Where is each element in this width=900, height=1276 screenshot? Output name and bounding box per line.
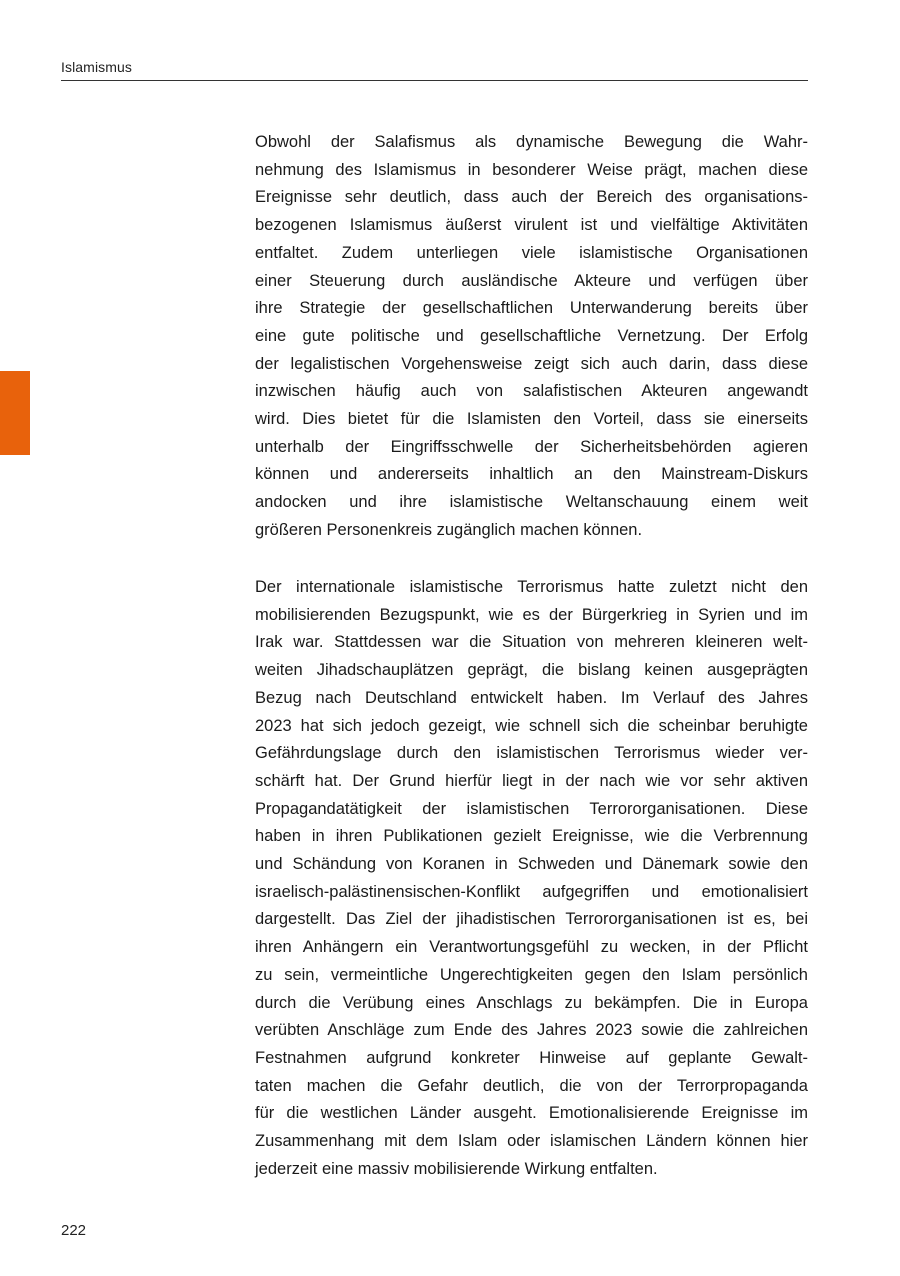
text-line: der legalistischen Vorgehensweise zeigt sich auch darin, dass diese bbox=[255, 354, 808, 373]
text-line: mobilisierenden Bezugspunkt, wie es der Bürgerkrieg in Syrien und im bbox=[255, 605, 808, 624]
text-line: Obwohl der Salafismus als dynamische Bewegung die Wahr- bbox=[255, 133, 808, 151]
text-line: nehmung des Islamismus in besonderer Weise prägt, machen diese bbox=[255, 160, 808, 179]
text-line: taten machen die Gefahr deutlich, die von der Terrorpropaganda bbox=[255, 1076, 808, 1095]
text-line: wird. Dies bietet für die Islamisten den Vorteil, dass sie einerseits bbox=[255, 410, 808, 429]
text-line: haben in ihren Publikationen gezielt Ereignisse, wie die Verbrennung bbox=[255, 827, 808, 846]
text-line: Zusammenhang mit dem Islam oder islamischen Ländern können hier bbox=[255, 1132, 808, 1151]
text-line: weiten Jihadschauplätzen geprägt, die bislang keinen ausgeprägten bbox=[255, 661, 808, 680]
paragraph-1 bbox=[255, 129, 808, 545]
text-line: Propagandatätigkeit der islamistischen Terrororganisationen. Diese bbox=[255, 799, 808, 818]
text-line: ihre Strategie der gesellschaftlichen Unterwanderung bereits über bbox=[255, 299, 808, 318]
text-line: für die westlichen Länder ausgeht. Emotionalisierende Ereignisse im bbox=[255, 1104, 808, 1123]
text-line: andocken und ihre islamistische Weltanschauung einem weit bbox=[255, 493, 808, 512]
text-line: entfaltet. Zudem unterliegen viele islamistische Organisationen bbox=[255, 243, 808, 262]
paragraph-2 bbox=[255, 574, 808, 1183]
text-line: ihren Anhängern ein Verantwortungsgefühl zu wecken, in der Pflicht bbox=[255, 938, 808, 957]
text-line: Bezug nach Deutschland entwickelt haben. Im Verlauf des Jahres bbox=[255, 688, 808, 707]
text-line: Festnahmen aufgrund konkreter Hinweise auf geplante Gewalt- bbox=[255, 1048, 808, 1067]
text-line: israelisch-palästinensischen-Konflikt aufgegriffen und emotionalisiert bbox=[255, 882, 808, 901]
text-line: einer Steuerung durch ausländische Akteure und verfügen über bbox=[255, 271, 808, 290]
text-line: inzwischen häufig auch von salafistischen Akteuren angewandt bbox=[255, 382, 808, 401]
text-line: und Schändung von Koranen in Schweden und Dänemark sowie den bbox=[255, 855, 808, 874]
text-line: bezogenen Islamismus äußerst virulent ist und vielfältige Aktivitäten bbox=[255, 216, 808, 235]
text-line: 2023 hat sich jedoch gezeigt, wie schnell sich die scheinbar beruhigte bbox=[255, 716, 808, 735]
text-line: Irak war. Stattdessen war die Situation von mehreren kleineren welt- bbox=[255, 633, 808, 652]
running-header-title: Islamismus bbox=[61, 59, 133, 75]
text-line: eine gute politische und gesellschaftliche Vernetzung. Der Erfolg bbox=[255, 326, 808, 345]
text-line: schärft hat. Der Grund hierfür liegt in der nach wie vor sehr aktiven bbox=[255, 771, 808, 790]
header-rule bbox=[61, 80, 808, 81]
text-line: Der internationale islamistische Terrorismus hatte zuletzt nicht den bbox=[255, 578, 808, 596]
page-number: 222 bbox=[61, 1222, 87, 1239]
text-line: durch die Verübung eines Anschlags zu bekämpfen. Die in Europa bbox=[255, 993, 808, 1012]
chapter-tab-marker bbox=[0, 371, 30, 455]
text-line: verübten Anschläge zum Ende des Jahres 2023 sowie die zahlreichen bbox=[255, 1021, 808, 1040]
text-line: dargestellt. Das Ziel der jihadistischen Terrororganisationen ist es, bei bbox=[255, 910, 808, 929]
text-line: Ereignisse sehr deutlich, dass auch der Bereich des organisations- bbox=[255, 188, 808, 207]
text-line: zu sein, vermeintliche Ungerechtigkeiten gegen den Islam persönlich bbox=[255, 965, 808, 984]
text-line: jederzeit eine massiv mobilisierende Wirkung entfalten. bbox=[255, 1159, 658, 1178]
text-line: unterhalb der Eingriffsschwelle der Sicherheitsbehörden agieren bbox=[255, 437, 808, 456]
text-line: Gefährdungslage durch den islamistischen Terrorismus wieder ver- bbox=[255, 744, 808, 763]
text-line: können und andererseits inhaltlich an den Mainstream-Diskurs bbox=[255, 465, 808, 484]
text-line: größeren Personenkreis zugänglich machen können. bbox=[255, 520, 643, 539]
